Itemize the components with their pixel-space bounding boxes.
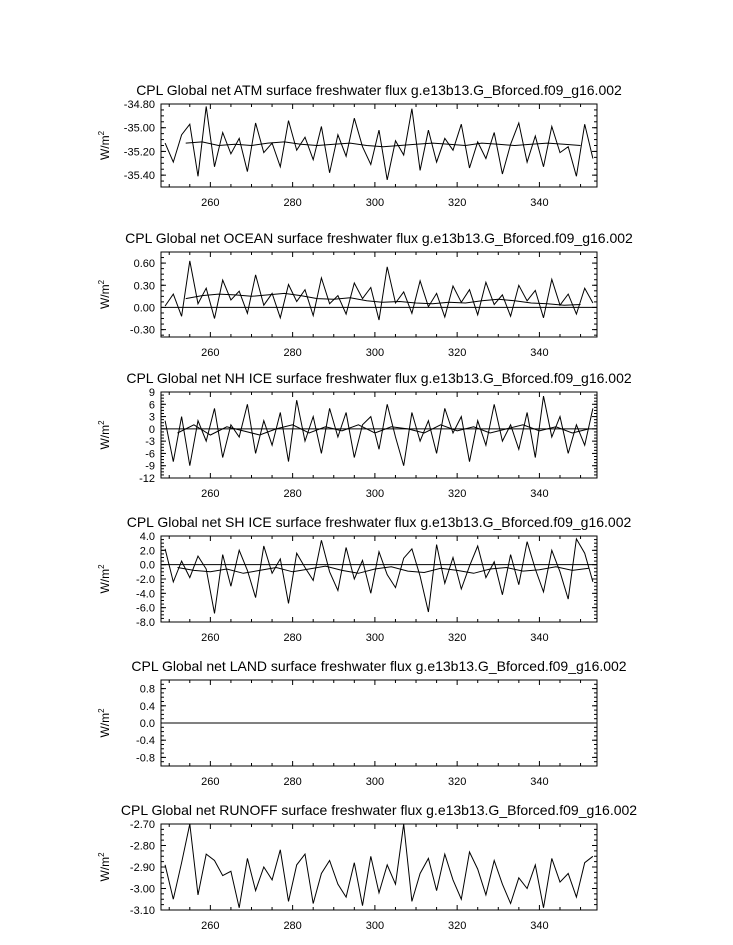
panel-title: CPL Global net ATM surface freshwater flux g.e13b13.G_Bforced.f09_g16.002: [136, 82, 622, 98]
panel-title: CPL Global net RUNOFF surface freshwater flux g.e13b13.G_Bforced.f09_g16.002: [120, 802, 638, 818]
y-tick-label: -4.0: [136, 588, 155, 601]
y-tick-label: -2.70: [129, 819, 155, 831]
plot-frame: [161, 104, 597, 187]
y-tick-label: 0.00: [133, 302, 155, 315]
y-tick-label: 3: [148, 411, 155, 424]
y-axis-label: [97, 708, 112, 738]
x-tick-label: 280: [283, 488, 302, 500]
plot-frame: [161, 536, 597, 622]
x-tick-label: 260: [201, 920, 220, 932]
y-tick-label: -0.30: [129, 324, 155, 337]
panel-title: CPL Global net OCEAN surface freshwater flux g.e13b13.G_Bforced.f09_g16.002: [125, 230, 633, 246]
y-tick-label: -12: [139, 473, 155, 485]
x-tick-label: 280: [283, 197, 302, 209]
x-tick-label: 260: [201, 632, 220, 644]
x-tick-label: 320: [447, 197, 467, 209]
y-tick-label: 0.8: [139, 683, 155, 696]
x-tick-label: 280: [283, 347, 302, 359]
x-tick-label: 320: [447, 920, 467, 932]
x-tick-label: 300: [365, 197, 385, 209]
panel-2: [97, 230, 633, 359]
x-tick-label: 340: [530, 347, 549, 359]
x-tick-label: 340: [530, 488, 549, 500]
x-tick-label: 340: [530, 197, 549, 209]
y-tick-label: 0: [148, 423, 155, 436]
x-tick-label: 300: [365, 776, 385, 788]
y-tick-label: -2.90: [129, 862, 155, 874]
x-tick-label: 280: [283, 920, 302, 932]
x-tick-label: 300: [365, 347, 385, 359]
y-tick-label: -35.40: [123, 170, 155, 183]
y-tick-label: -0.8: [136, 752, 155, 765]
y-tick-label: -9: [145, 460, 155, 473]
series-line-2: [178, 566, 589, 573]
x-tick-label: 280: [283, 776, 302, 788]
series-line-1: [165, 396, 593, 466]
y-tick-label: -8.0: [136, 617, 155, 629]
panel-1: [97, 82, 622, 209]
x-tick-label: 340: [530, 920, 549, 932]
x-tick-label: 280: [283, 632, 302, 644]
panel-6: [97, 802, 637, 932]
x-tick-label: 320: [447, 347, 467, 359]
y-tick-label: 0.0: [139, 718, 155, 730]
y-axis-label: [97, 564, 112, 594]
series-line-2: [186, 142, 581, 147]
panel-3: [97, 370, 632, 500]
series-line-1: [165, 261, 593, 320]
y-tick-label: 6: [148, 399, 155, 412]
y-tick-label: -34.80: [123, 99, 155, 111]
panel-title: CPL Global net LAND surface freshwater flux g.e13b13.G_Bforced.f09_g16.002: [131, 658, 627, 674]
y-axis-label-unit: W/m: [98, 284, 112, 310]
x-tick-label: 260: [201, 347, 220, 359]
y-tick-label: -6: [145, 448, 155, 461]
y-tick-label: -35.00: [123, 122, 155, 135]
x-tick-label: 260: [201, 197, 220, 209]
series-line-1: [165, 539, 593, 614]
y-tick-label: -6.0: [136, 602, 155, 615]
y-axis-label-unit: W/m: [98, 712, 112, 738]
x-tick-label: 300: [365, 920, 385, 932]
y-axis-label-unit: W/m: [98, 568, 112, 594]
y-axis-label-unit: W/m: [98, 135, 112, 161]
y-axis-label-exponent: 2: [97, 564, 106, 569]
y-tick-label: 0.60: [133, 258, 155, 271]
panel-title: CPL Global net NH ICE surface freshwater flux g.e13b13.G_Bforced.f09_g16.002: [126, 370, 632, 386]
y-tick-label: 0.4: [139, 700, 155, 713]
y-axis-label-exponent: 2: [97, 708, 106, 713]
y-tick-label: 4.0: [139, 531, 155, 543]
series-line-1: [165, 106, 593, 179]
y-tick-label: -3.00: [129, 883, 155, 896]
y-axis-label-exponent: 2: [97, 279, 106, 285]
x-tick-label: 260: [201, 776, 220, 788]
x-tick-label: 340: [530, 632, 549, 644]
y-axis-label-unit: W/m: [98, 856, 112, 882]
x-tick-label: 320: [447, 488, 467, 500]
x-tick-label: 300: [365, 632, 385, 644]
y-axis-label: [97, 420, 112, 450]
y-tick-label: -35.20: [123, 146, 155, 159]
y-tick-label: 2.0: [139, 545, 155, 558]
x-tick-label: 260: [201, 488, 220, 500]
y-tick-label: -2.0: [136, 574, 155, 586]
y-tick-label: -3: [145, 436, 155, 449]
y-axis-label-unit: W/m: [98, 424, 112, 450]
x-tick-label: 320: [447, 632, 467, 644]
x-tick-label: 300: [365, 488, 385, 500]
y-axis-label-exponent: 2: [97, 852, 106, 857]
plot-frame: [161, 824, 597, 910]
y-axis-label-exponent: 2: [97, 130, 106, 136]
y-axis-label: [97, 130, 112, 160]
y-axis-label: [97, 852, 112, 882]
y-tick-label: 0.30: [133, 280, 155, 293]
y-tick-label: -0.4: [136, 735, 155, 748]
y-axis-label: [97, 279, 112, 309]
y-tick-label: -3.10: [129, 905, 155, 917]
y-tick-label: -2.80: [129, 840, 155, 853]
series-line-1: [165, 824, 593, 908]
panel-5: [97, 658, 627, 788]
panel-4: [97, 514, 631, 644]
panel-title: CPL Global net SH ICE surface freshwater flux g.e13b13.G_Bforced.f09_g16.002: [126, 514, 632, 530]
y-tick-label: 0.0: [139, 559, 155, 572]
y-axis-label-exponent: 2: [97, 420, 106, 425]
y-tick-label: 9: [148, 387, 155, 399]
x-tick-label: 320: [447, 776, 467, 788]
x-tick-label: 340: [530, 776, 549, 788]
